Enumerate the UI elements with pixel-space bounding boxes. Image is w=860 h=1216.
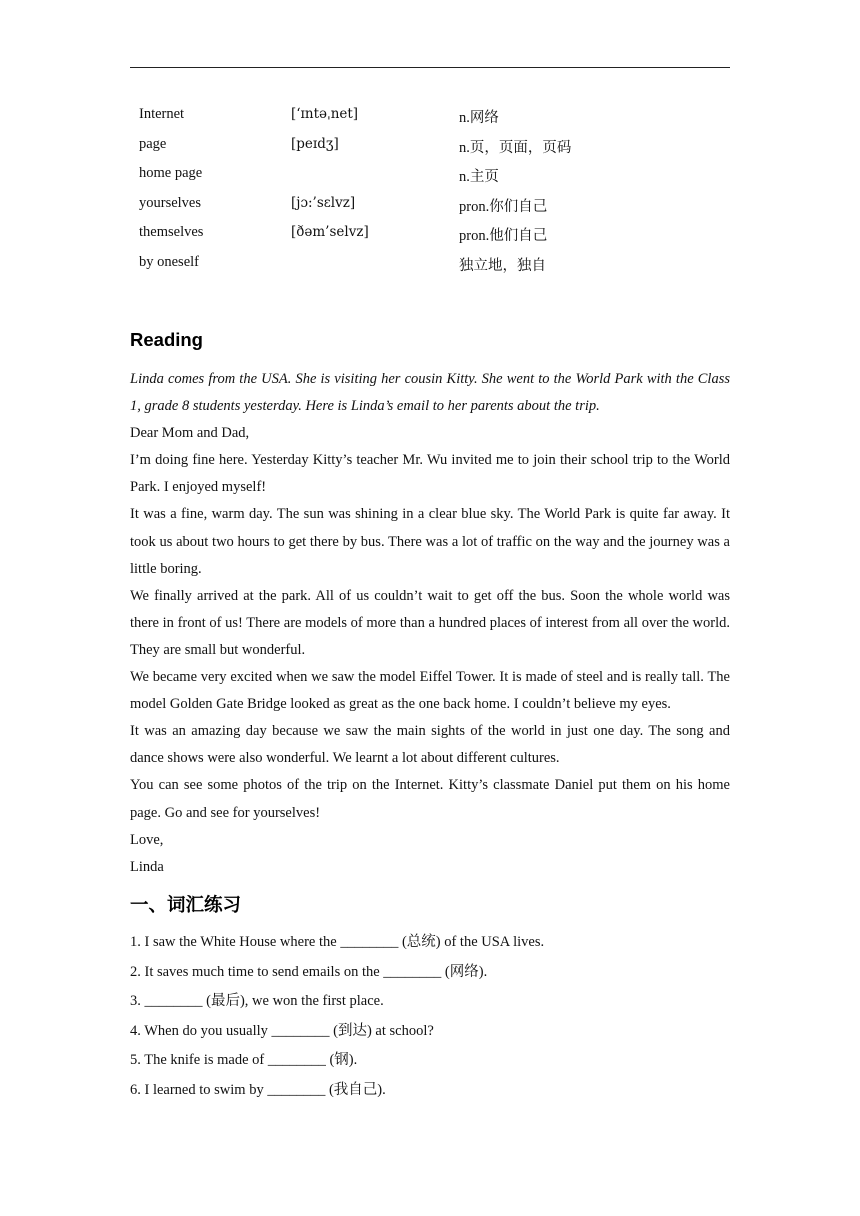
vocab-meaning: n.主页: [459, 169, 499, 186]
exercise-item: 5. The knife is made of ________ (钢).: [130, 1052, 358, 1069]
exercise-item: 6. I learned to swim by ________ (我自己).: [130, 1081, 386, 1098]
vocab-phonetic: [jɔ:’sɛlvz]: [291, 194, 356, 211]
vocab-word: yourselves: [139, 194, 202, 211]
exercise-item: 1. I saw the White House where the ________ (总统) of the USA lives.: [130, 934, 545, 950]
vocab-meaning: pron.你们自己: [459, 198, 548, 215]
letter-paragraph: It was an amazing day because we saw the main sights of the world in just one day. The song and dance shows were also wonderful. We learnt a lot about different cultures.: [130, 723, 730, 767]
vocab-phonetic: [peɪdʒ]: [291, 135, 339, 152]
vocabulary-table: [139, 101, 699, 279]
vocab-word: by oneself: [139, 253, 199, 270]
exercise-item: 4. When do you usually ________ (到达) at school?: [130, 1022, 434, 1039]
reading-heading: Reading: [130, 329, 203, 350]
vocab-phonetic: [‘ɪntəˌnet]: [291, 106, 359, 122]
exercise-list: [130, 928, 730, 1106]
letter-paragraph: You can see some photos of the trip on the Internet. Kitty’s classmate Daniel put them on his home page. Go and see for yourselves!: [130, 777, 730, 821]
vocab-meaning: pron.他们自己: [459, 228, 548, 245]
letter-closing: Love,: [130, 831, 164, 848]
vocab-phonetic: [ðəm’selvz]: [291, 224, 369, 241]
letter-paragraph: It was a fine, warm day. The sun was shining in a clear blue sky. The World Park is quite far away. It took us about two hours to get there by bus. There was a lot of traffic on the way and the journey was a little boring.: [130, 506, 730, 577]
vocab-word: themselves: [139, 224, 204, 241]
vocab-row: [139, 131, 699, 161]
vocab-row: [139, 190, 699, 220]
reading-intro: Linda comes from the USA. She is visiting her cousin Kitty. She went to the World Park with the Class 1, grade 8 students yesterday. Here is Linda’s email to her parents about the trip.: [130, 371, 730, 415]
exercise-item: 2. It saves much time to send emails on the ________ (网络).: [130, 963, 488, 980]
exercise-heading: 一、词汇练习: [130, 894, 242, 915]
vocab-row: [139, 101, 699, 131]
vocab-meaning: n.页，页面，页码: [459, 139, 572, 156]
vocab-row: [139, 249, 699, 279]
vocab-word: page: [139, 135, 167, 152]
letter-paragraph: We became very excited when we saw the model Eiffel Tower. It is made of steel and is really tall. The model Golden Gate Bridge looked as great as the one back home. I couldn’t believe my eyes.: [130, 669, 730, 713]
vocab-meaning: n.网络: [459, 110, 499, 126]
letter-paragraph: We finally arrived at the park. All of us couldn’t wait to get off the bus. Soon the whole world was there in front of us! There are models of more than a hundred places of interest from all over the world. They are small but wonderful.: [130, 587, 730, 658]
vocab-row: [139, 160, 699, 190]
reading-passage: [130, 366, 730, 881]
letter-signature: Linda: [130, 858, 164, 875]
letter-greeting: Dear Mom and Dad,: [130, 425, 250, 442]
vocab-meaning: 独立地，独自: [459, 257, 546, 274]
vocab-word: home page: [139, 165, 203, 182]
vocab-word: Internet: [139, 106, 185, 122]
exercise-item: 3. ________ (最后), we won the first place.: [130, 993, 384, 1010]
letter-paragraph: I’m doing fine here. Yesterday Kitty’s teacher Mr. Wu invited me to join their school trip to the World Park. I enjoyed myself!: [130, 452, 730, 496]
header-rule: [130, 67, 730, 68]
vocab-row: [139, 219, 699, 249]
